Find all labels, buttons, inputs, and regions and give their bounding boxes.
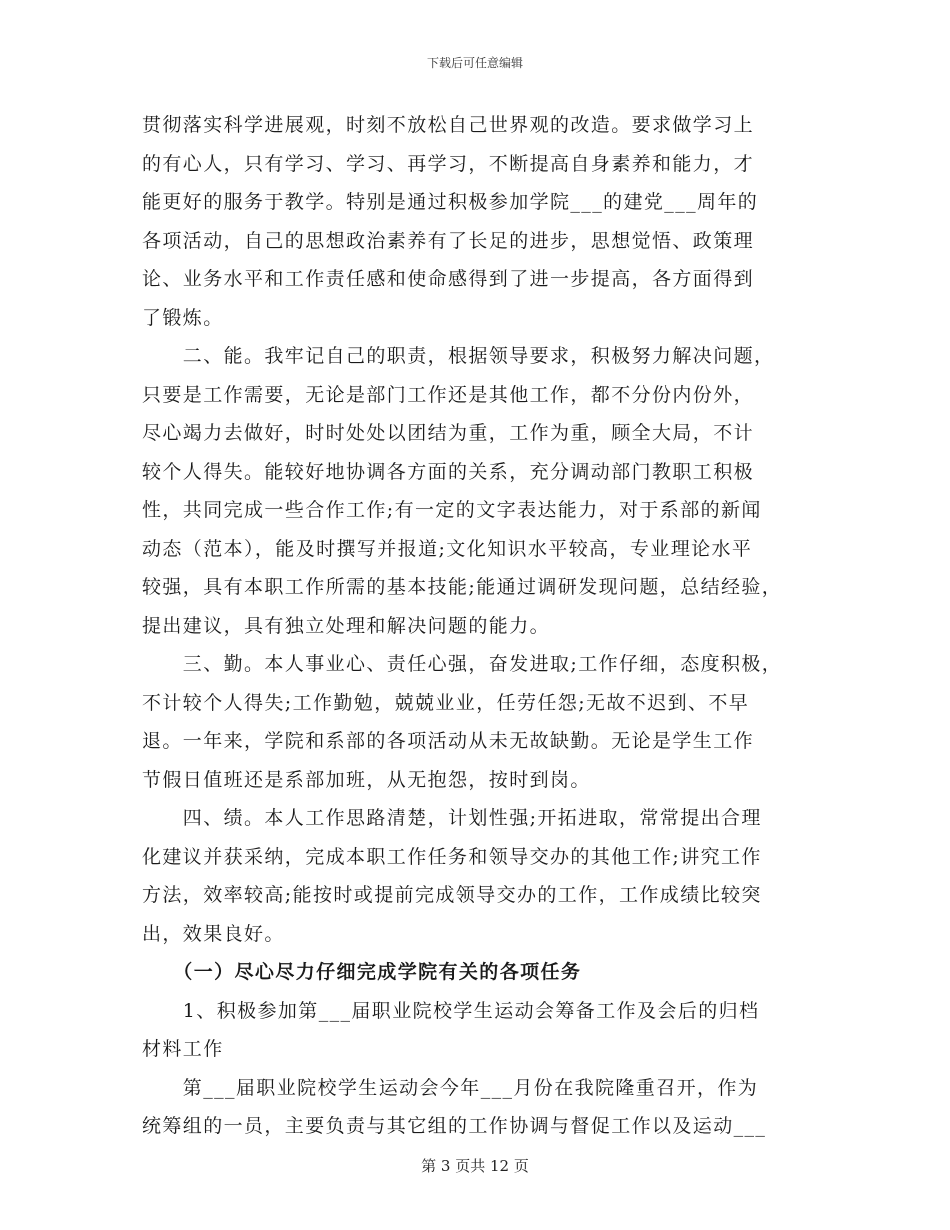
body-line: 第___届职业院校学生运动会今年___月份在我院隆重召开，作为 (142, 1076, 759, 1099)
body-line: 动态（范本），能及时撰写并报道;文化知识水平较高，专业理论水平 (142, 537, 753, 560)
body-line: 出，效果良好。 (142, 922, 285, 945)
body-line: 统筹组的一员，主要负责与其它组的工作协调与督促工作以及运动___ (142, 1115, 767, 1137)
body-line: 1、积极参加第___届职业院校学生运动会筹备工作及会后的归档 (142, 999, 760, 1022)
body-line: 不计较个人得失;工作勤勉，兢兢业业，任劳任怨;无故不迟到、不早 (142, 691, 750, 714)
body-line: 材料工作 (142, 1038, 224, 1060)
body-line: 各项活动，自己的思想政治素养有了长足的进步，思想觉悟、政策理 (142, 229, 755, 252)
body-line: 性，共同完成一些合作工作;有一定的文字表达能力，对于系部的新闻 (142, 499, 762, 521)
body-line: 四、绩。本人工作思路清楚，计划性强;开拓进取，常常提出合理 (142, 807, 762, 829)
body-line: 提出建议，具有独立处理和解决问题的能力。 (142, 614, 551, 637)
body-line: 尽心竭力去做好，时时处处以团结为重，工作为重，顾全大局，不计 (142, 422, 755, 444)
body-line: 退。一年来，学院和系部的各项活动从未无故缺勤。无论是学生工作 (142, 730, 755, 752)
page-footer: 第 3 页共 12 页 (421, 1157, 529, 1175)
body-line: 了锻炼。 (142, 306, 224, 329)
body-line: 较个人得失。能较好地协调各方面的关系，充分调动部门教职工积极 (142, 460, 755, 483)
document-body (142, 106, 822, 1146)
body-line: 论、业务水平和工作责任感和使命感得到了进一步提高，各方面得到 (142, 268, 755, 290)
body-line: 较强，具有本职工作所需的基本技能;能通过调研发现问题，总结经验， (142, 576, 783, 598)
body-line: 只要是工作需要，无论是部门工作还是其他工作，都不分份内份外， (142, 383, 755, 406)
body-line: 节假日值班还是系部加班，从无抱怨，按时到岗。 (142, 768, 591, 791)
body-line: 三、勤。本人事业心、责任心强，奋发进取;工作仔细，态度积极， (142, 653, 783, 675)
body-line: 的有心人，只有学习、学习、再学习，不断提高自身素养和能力，才 (142, 152, 755, 175)
body-line: 能更好的服务于教学。特别是通过积极参加学院___的建党___周年的 (142, 191, 759, 213)
page-header: 下载后可任意编辑 (426, 56, 523, 70)
body-line: 贯彻落实科学进展观，时刻不放松自己世界观的改造。要求做学习上 (142, 114, 755, 136)
body-line: 方法，效率较高;能按时或提前完成领导交办的工作，工作成绩比较突 (142, 884, 762, 906)
body-line: 化建议并获采纳，完成本职工作任务和领导交办的其他工作;讲究工作 (142, 845, 762, 868)
section-heading: （一）尽心尽力仔细完成学院有关的各项任务 (142, 961, 582, 983)
body-line: 二、能。我牢记自己的职责，根据领导要求，积极努力解决问题， (142, 345, 775, 367)
